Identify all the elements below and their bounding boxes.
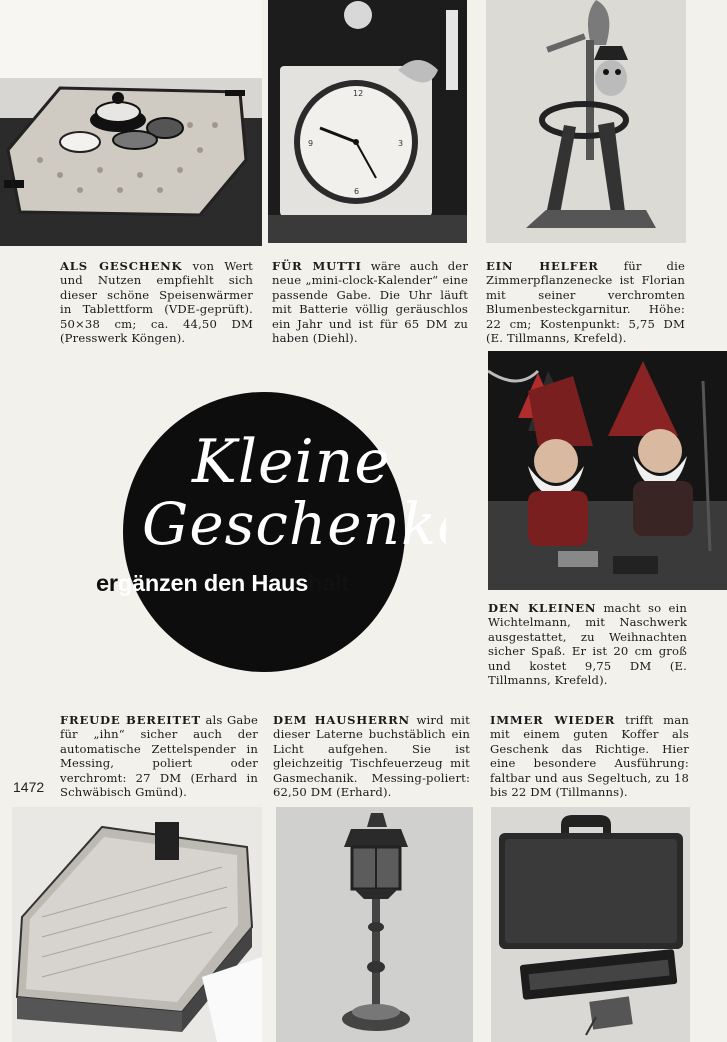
caption-lantern: DEM HAUSHERRN wird mit dieser Laterne buchstäblich ein Licht aufgehen. Sie ist gleichzeitig Tischfeuerzeug mit Gasmechanik. Messing-poliert: 62,50 DM (Erhard). xyxy=(273,713,470,800)
headline-line1: Kleine xyxy=(192,427,391,497)
photo-christmas-gnomes xyxy=(488,351,727,590)
svg-text:3: 3 xyxy=(398,139,404,148)
caption-note-dispenser: FREUDE BEREITET als Gabe für „ihn“ sicher auch der automatische Zettelspender in Messing, poliert oder verchromt: 27 DM (Erhard in Schwäbisch Gmünd). xyxy=(60,713,258,800)
caption-food-warmer: ALS GESCHENK von Wert und Nutzen empfiehlt sich dieser schöne Speisenwärmer in Tablettform (VDE-geprüft). 50×38 cm; ca. 44,50 DM (Presswerk Köngen). xyxy=(60,259,253,346)
photo-lantern-lighter xyxy=(276,807,473,1042)
photo-food-warmer-tray xyxy=(0,0,262,246)
caption-suitcase: IMMER WIEDER trifft man mit einem guten Koffer als Geschenk das Richtige. Hier eine besondere Ausführung: faltbar und aus Segeltuch, zu 18 bis 22 DM (Tillmanns). xyxy=(490,713,689,800)
photo-folding-suitcase xyxy=(491,807,690,1042)
headline-subtitle: ergänzen den Haushalt xyxy=(96,570,350,596)
caption-gnomes: DEN KLEINEN macht so ein Wichtelmann, mit Naschwerk ausgestattet, zu Weihnachten sicher Spaß. Er ist 20 cm groß und kostet 9,75 DM (E. Tillmanns, Krefeld). xyxy=(488,601,687,688)
headline-circle xyxy=(96,386,446,676)
page-number: 1472 xyxy=(13,779,45,795)
caption-mini-clock: FÜR MUTTI wäre auch der neue „mini-clock-Kalender“ eine passende Gabe. Die Uhr läuft mit Batterie völlig geräuschlos ein Jahr und ist für 65 DM zu haben (Diehl). xyxy=(272,259,469,346)
photo-mini-clock xyxy=(268,0,467,243)
svg-text:12: 12 xyxy=(353,89,364,98)
caption-florian: EIN HELFER für die Zimmerpflanzenecke ist Florian mit seiner verchromten Blumenbesteckgarnitur. Höhe: 22 cm; Kostenpunkt: 5,75 DM (E. Tillmanns, Krefeld). xyxy=(486,259,685,346)
svg-text:6: 6 xyxy=(354,187,360,196)
photo-florian-plant-tools xyxy=(486,0,686,243)
svg-text:9: 9 xyxy=(308,139,314,148)
photo-note-dispenser xyxy=(12,807,262,1042)
headline-line2: Geschenke xyxy=(142,490,446,558)
